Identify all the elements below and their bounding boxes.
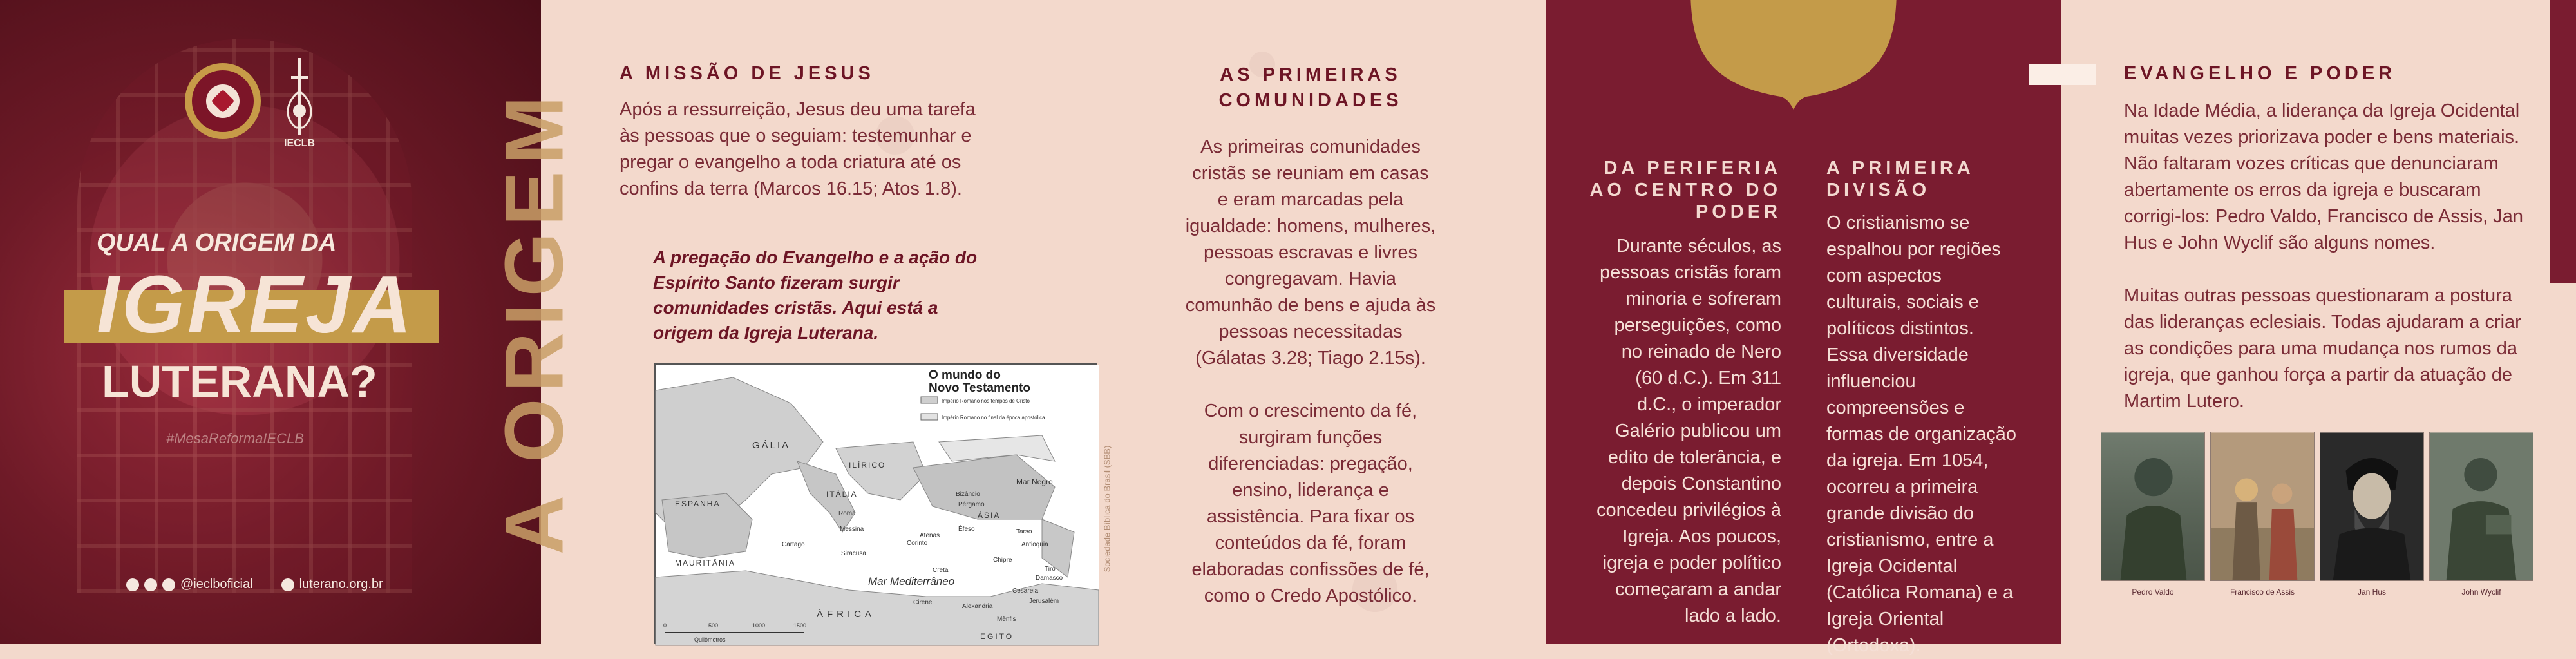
heart-icon <box>211 90 235 113</box>
ieclb-cross-logo <box>277 55 322 138</box>
cover-panel <box>0 0 541 644</box>
map-credit: Sociedade Bíblica do Brasil (SBB) <box>1102 445 1112 573</box>
svg-text:Pérgamo: Pérgamo <box>958 501 985 508</box>
communities-body <box>1185 134 1436 609</box>
svg-text:Messina: Messina <box>840 526 864 533</box>
map-title-1: O mundo do <box>929 368 1001 382</box>
website-link[interactable]: luterano.org.br <box>299 577 383 591</box>
portrait-row <box>2101 432 2533 597</box>
mission-heading: A MISSÃO DE JESUS <box>620 63 875 84</box>
svg-text:Jerusalém: Jerusalém <box>1029 598 1059 605</box>
cover-kicker: QUAL A ORIGEM DA <box>97 229 337 256</box>
power-heading: EVANGELHO E PODER <box>2124 63 2396 84</box>
map-legend-1: Império Romano nos tempos de Cristo <box>942 398 1030 404</box>
power-body <box>2124 98 2536 415</box>
hashtag: #MesaReformaIECLB <box>166 430 304 446</box>
cover-subtitle: LUTERANA? <box>102 356 377 406</box>
svg-text:Damasco: Damasco <box>1036 575 1063 582</box>
svg-text:Bizâncio: Bizâncio <box>956 491 980 498</box>
svg-text:ESPANHA: ESPANHA <box>675 499 721 508</box>
svg-text:Quilômetros: Quilômetros <box>694 636 726 643</box>
svg-text:1500: 1500 <box>793 622 807 629</box>
svg-text:Tarso: Tarso <box>1016 528 1032 535</box>
globe-icon <box>281 578 294 591</box>
svg-text:Cirene: Cirene <box>913 599 933 606</box>
portrait-francisco-de-assis: Francisco de Assis <box>2210 432 2315 597</box>
youtube-icon <box>162 578 175 591</box>
new-testament-map <box>654 363 1097 644</box>
power-panel <box>2061 0 2576 644</box>
ieclb-label: IECLB <box>284 138 315 149</box>
portrait-pedro-valdo: Pedro Valdo <box>2101 432 2205 597</box>
mission-body: Após a ressurreição, Jesus deu uma tarefa às pessoas que o seguiam: testemunhar e pregar o evangelho a toda criatura até os confins da terra (Marcos 16.15; Atos 1.8). <box>620 99 976 199</box>
communities-paragraph-1: As primeiras comunidades cristãs se reuniam em casas e eram marcadas pela igualdade: homens, mulheres, pessoas escravas e livres congregavam. Havia comunhão de bens e ajuda às pessoas necessitadas (Gálatas 3.28; Tiago 2.15s). <box>1185 137 1436 368</box>
svg-text:Roma: Roma <box>838 510 856 517</box>
portrait-john-wyclif: John Wyclif <box>2429 432 2533 597</box>
division-heading: A PRIMEIRA DIVISÃO <box>1826 158 1974 200</box>
communities-paragraph-2: Com o crescimento da fé, surgiram funções diferenciadas: pregação, ensino, liderança e assistência. Para fixar os conteúdos da fé, foram elaboradas confissões de fé, como o Credo Apostólico. <box>1191 401 1430 606</box>
history-panel <box>1546 0 2061 656</box>
svg-text:Cartago: Cartago <box>782 541 805 548</box>
mission-quote: A pregação do Evangelho e a ação do Espírito Santo fizeram surgir comunidades cristãs. Aqui está a origem da Igreja Luterana. <box>653 247 978 343</box>
periphery-heading: DA PERIFERIA AO CENTRO DO PODER <box>1589 158 1781 222</box>
svg-text:ITÁLIA: ITÁLIA <box>826 490 858 499</box>
svg-text:Siracusa: Siracusa <box>841 550 866 557</box>
portrait-jan-hus: Jan Hus <box>2320 432 2424 597</box>
svg-text:Mar Negro: Mar Negro <box>1016 477 1053 486</box>
periphery-body: Durante séculos, as pessoas cristãs foram minoria e sofreram perseguições, como no reinado de Nero (60 d.C.). Em 311 d.C., o imperador Galério publicou um edito de tolerância, e depois Constantino concedeu privilégios à Igreja. Aos poucos, igreja e poder político começaram a andar lado a lado. <box>1596 236 1781 626</box>
svg-text:0: 0 <box>663 622 667 629</box>
svg-text:Mar Mediterrâneo: Mar Mediterrâneo <box>868 575 955 587</box>
svg-text:Creta: Creta <box>933 567 949 574</box>
social-handle[interactable]: @ieclboficial <box>180 577 253 591</box>
power-paragraph-2: Muitas outras pessoas questionaram a postura das lideranças eclesiais. Todas ajudaram a criar as condições para uma mudança nos rumos da igreja, que ganhou força a partir da atuação de Martim Lutero. <box>2124 285 2521 412</box>
svg-text:Mênfis: Mênfis <box>997 616 1016 623</box>
fresco-portrait-icon <box>2210 432 2315 581</box>
statue-portrait-icon <box>2429 432 2533 581</box>
svg-text:Antioquia: Antioquia <box>1021 541 1048 548</box>
edge-strip <box>2550 0 2576 283</box>
gold-tab-shape <box>1658 0 1929 122</box>
svg-text:Alexandria: Alexandria <box>962 603 993 610</box>
svg-text:Éfeso: Éfeso <box>958 526 975 533</box>
svg-text:Atenas: Atenas <box>920 532 940 539</box>
map-title-2: Novo Testamento <box>929 381 1031 395</box>
svg-text:Chipre: Chipre <box>993 557 1012 564</box>
svg-text:ILÍRICO: ILÍRICO <box>849 461 886 470</box>
svg-text:ÁFRICA: ÁFRICA <box>817 609 876 620</box>
svg-text:GÁLIA: GÁLIA <box>752 440 791 451</box>
cover-footer <box>126 577 383 592</box>
panel-tab-marker <box>2029 64 2096 85</box>
vertical-heading: A ORIGEM <box>488 89 581 555</box>
svg-text:Corinto: Corinto <box>907 540 928 547</box>
division-body: O cristianismo se espalhou por regiões com aspectos culturais, sociais e políticos distintos. Essa diversidade influenciou compreensões e formas de organização da igreja. Em 1054, ocorreu a primeira grande divisão do cristianismo, entre a Igreja Ocidental (Católica Romana) e a Igreja Oriental (Ortodoxa). <box>1826 213 2016 656</box>
svg-text:1000: 1000 <box>752 622 766 629</box>
statue-portrait-icon <box>2101 432 2205 581</box>
communities-heading: AS PRIMEIRAS COMUNIDADES <box>1218 64 1403 111</box>
svg-text:ÁSIA: ÁSIA <box>978 511 1001 520</box>
svg-text:500: 500 <box>708 622 719 629</box>
svg-text:Cesareia: Cesareia <box>1012 587 1039 595</box>
svg-text:MAURITÂNIA: MAURITÂNIA <box>675 559 736 568</box>
cover-title: IGREJA <box>97 259 415 350</box>
power-paragraph-1: Na Idade Média, a liderança da Igreja Ocidental muitas vezes priorizava poder e bens materiais. Não faltaram vozes críticas que denunciaram abertamente os erros da igreja e buscaram corrigi-los: Pedro Valdo, Francisco de Assis, Jan Hus e John Wyclif são alguns nomes. <box>2124 100 2524 253</box>
svg-text:EGITO: EGITO <box>980 632 1014 641</box>
luther-seal-logo <box>185 63 261 139</box>
map-legend-2: Império Romano no final da época apostólica <box>942 415 1045 421</box>
engraving-portrait-icon <box>2320 432 2424 581</box>
svg-text:Tiro: Tiro <box>1045 566 1056 573</box>
facebook-icon <box>126 578 139 591</box>
instagram-icon <box>144 578 157 591</box>
